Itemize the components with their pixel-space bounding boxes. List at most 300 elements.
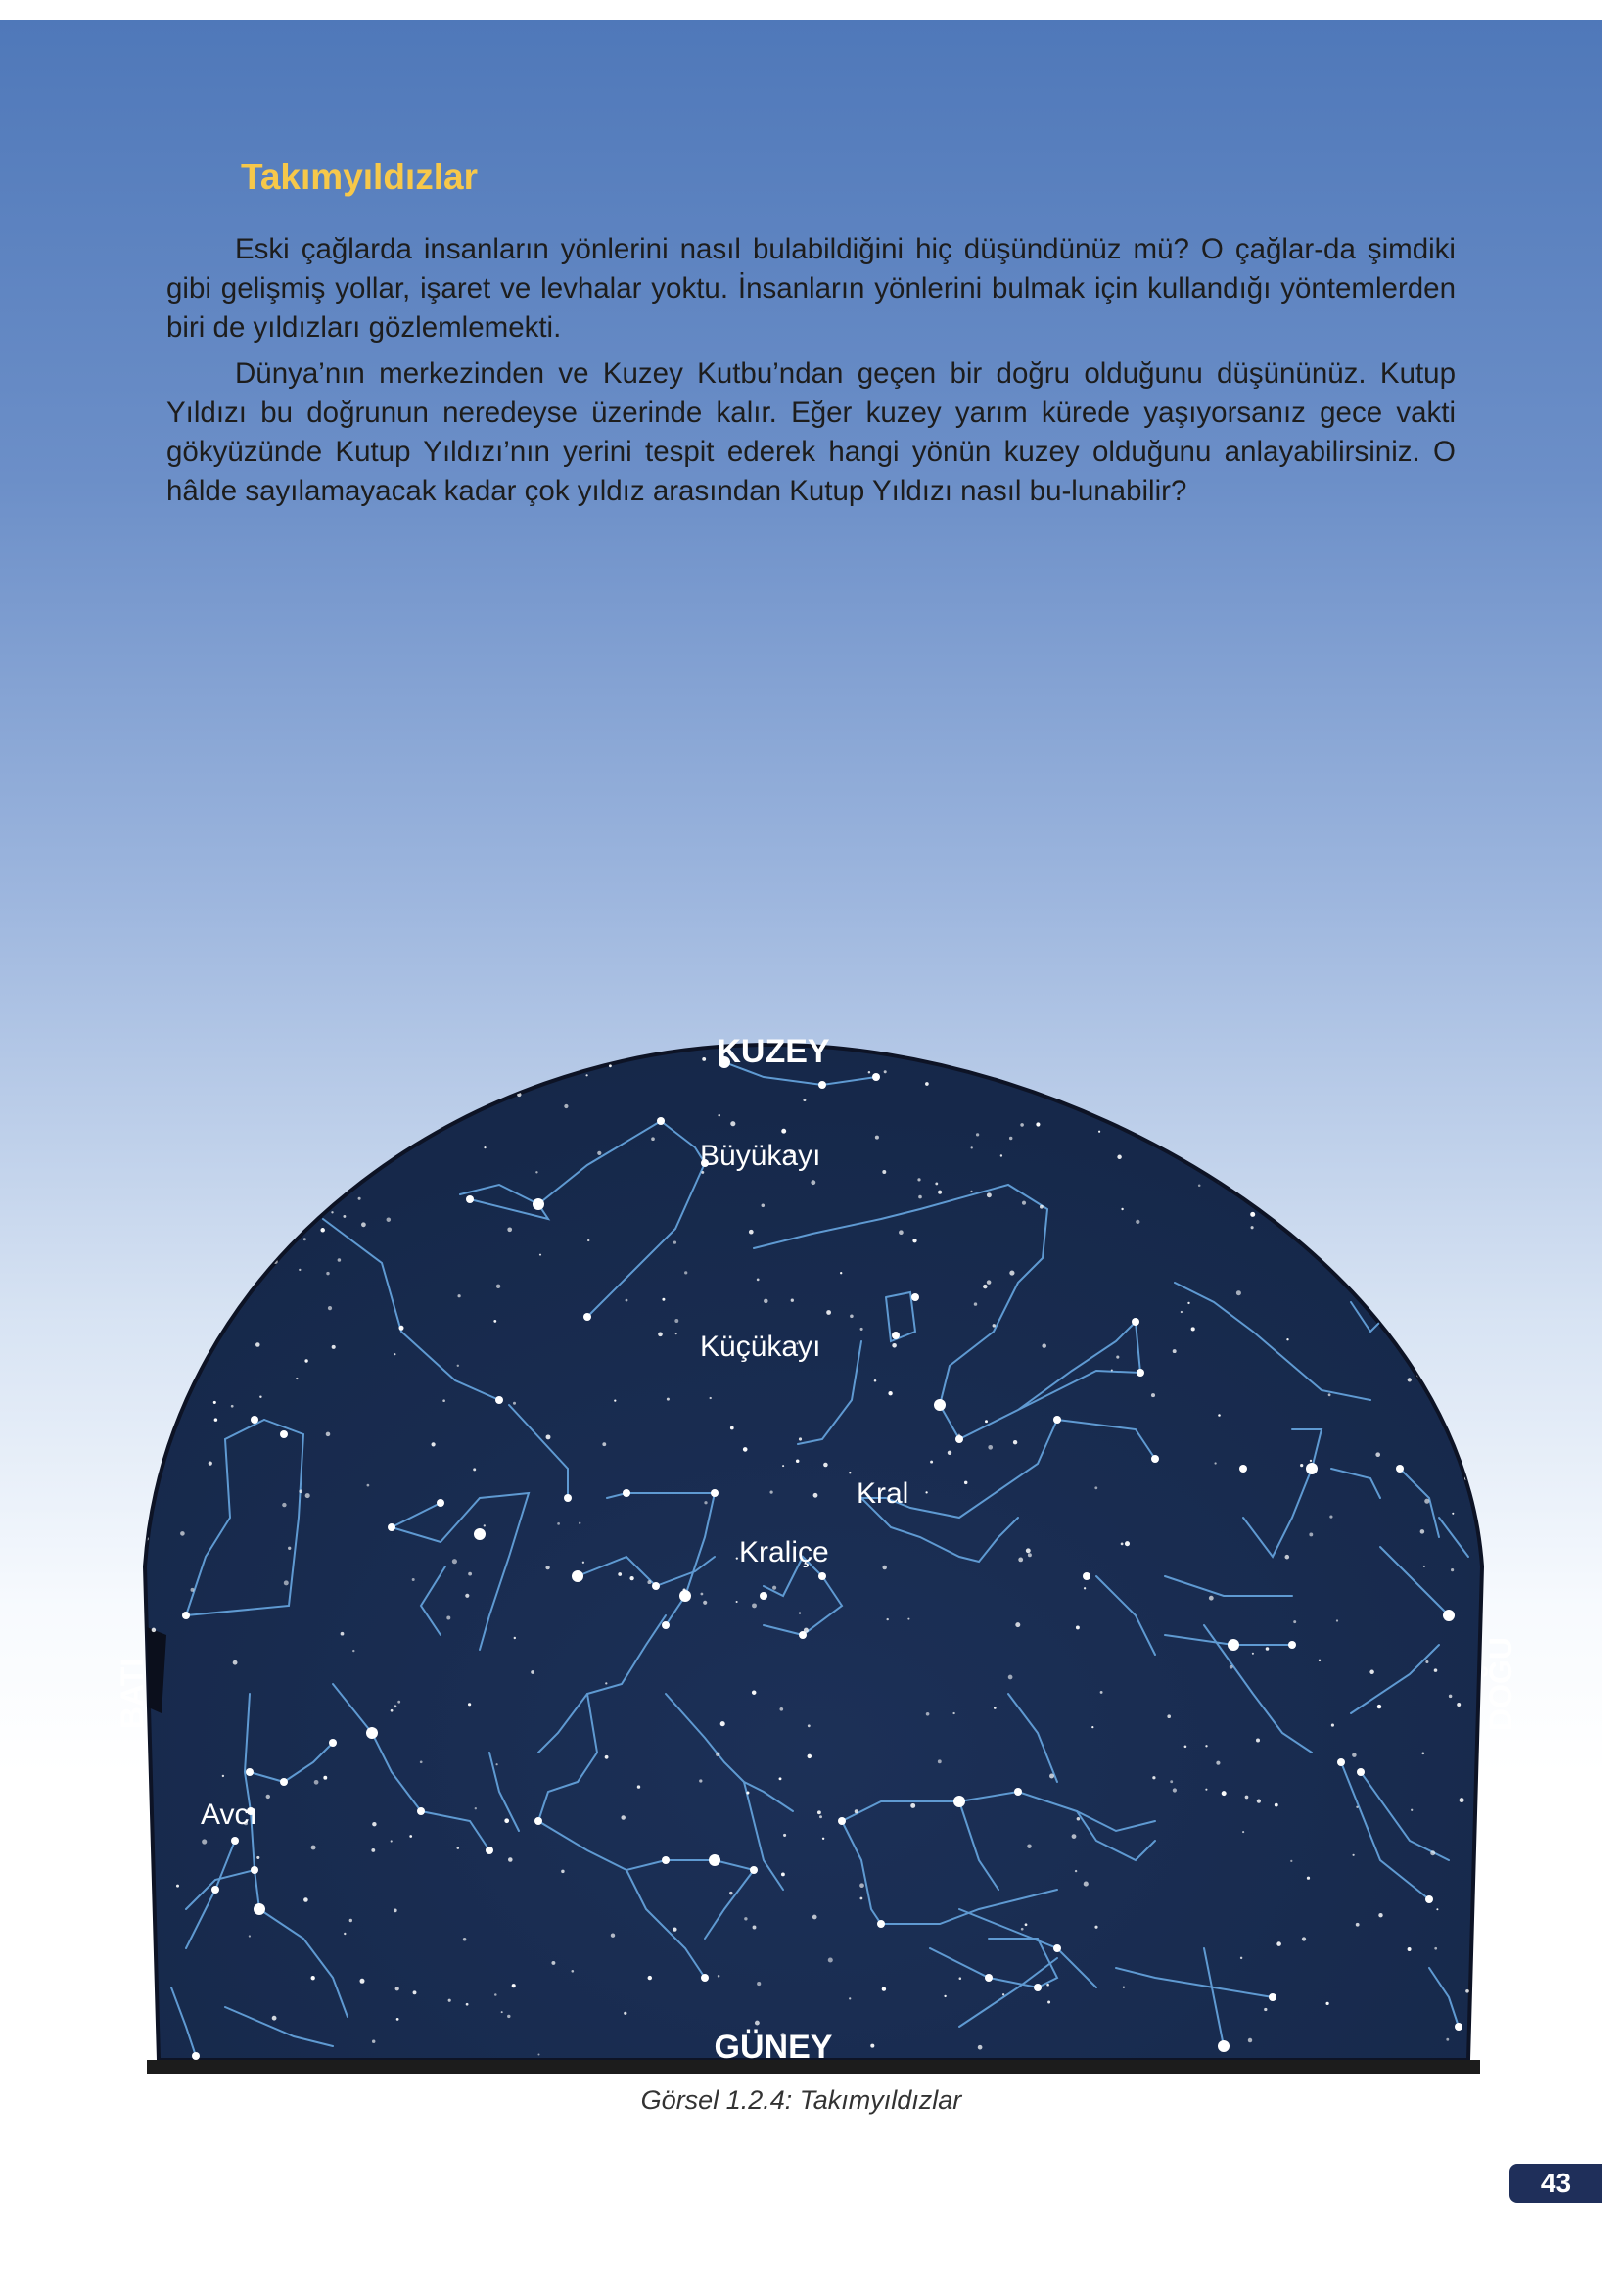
faint-star xyxy=(849,1997,851,1999)
faint-star xyxy=(299,1269,301,1271)
faint-star xyxy=(1018,1557,1023,1562)
faint-star xyxy=(163,1294,165,1296)
faint-star xyxy=(988,1445,993,1450)
faint-star xyxy=(782,1465,784,1467)
faint-star xyxy=(349,1919,352,1922)
faint-star xyxy=(304,1359,307,1362)
star xyxy=(1396,1465,1404,1473)
faint-star xyxy=(1451,1568,1454,1571)
faint-star xyxy=(314,1780,319,1785)
star xyxy=(486,1847,493,1854)
faint-star xyxy=(887,1618,889,1620)
faint-star xyxy=(749,1230,754,1235)
star xyxy=(466,1195,474,1203)
faint-star xyxy=(326,1432,331,1437)
faint-star xyxy=(675,1333,677,1334)
faint-star xyxy=(1440,1334,1442,1336)
faint-star xyxy=(888,1391,892,1395)
faint-star xyxy=(1356,1806,1358,1808)
faint-star xyxy=(1022,1201,1026,1205)
faint-star xyxy=(387,1217,392,1222)
faint-star xyxy=(1443,1226,1445,1228)
faint-star xyxy=(579,1522,580,1524)
faint-star xyxy=(249,1935,251,1937)
star xyxy=(254,1903,265,1915)
faint-star xyxy=(233,1104,236,1107)
faint-star xyxy=(803,1099,806,1101)
star xyxy=(1151,1455,1159,1463)
faint-star xyxy=(1173,1788,1177,1792)
faint-star xyxy=(602,1442,606,1446)
faint-star xyxy=(674,1319,678,1323)
faint-star xyxy=(347,1080,350,1084)
faint-star xyxy=(781,1872,785,1876)
faint-star xyxy=(161,1388,164,1392)
star xyxy=(1053,1944,1061,1952)
faint-star xyxy=(1009,1137,1012,1140)
star xyxy=(1132,1318,1139,1326)
star xyxy=(657,1117,665,1125)
faint-star xyxy=(352,1650,354,1652)
faint-star xyxy=(557,1522,560,1525)
star xyxy=(1288,1641,1296,1649)
faint-star xyxy=(432,1442,436,1446)
star xyxy=(679,1590,691,1602)
star xyxy=(388,1523,395,1531)
faint-star xyxy=(1042,1343,1046,1348)
faint-star xyxy=(561,1870,564,1873)
faint-star xyxy=(265,1120,270,1125)
faint-star xyxy=(1017,1054,1019,1056)
faint-star xyxy=(1319,1660,1321,1661)
faint-star xyxy=(1240,1957,1242,1959)
faint-star xyxy=(448,1999,451,2002)
faint-star xyxy=(1424,1499,1429,1504)
faint-star xyxy=(152,1628,156,1632)
star xyxy=(892,1332,900,1339)
faint-star xyxy=(662,1298,665,1301)
star xyxy=(838,1817,846,1825)
faint-star xyxy=(987,1192,992,1197)
faint-star xyxy=(605,1682,607,1684)
faint-star xyxy=(870,2044,874,2048)
star xyxy=(911,1293,919,1301)
faint-star xyxy=(458,1294,461,1297)
faint-star xyxy=(220,1305,224,1309)
faint-star xyxy=(255,1342,260,1347)
faint-star xyxy=(703,1601,707,1605)
faint-star xyxy=(501,2011,503,2013)
star xyxy=(533,1198,544,1210)
faint-star xyxy=(513,1402,516,1405)
faint-star xyxy=(1170,1780,1173,1783)
faint-star xyxy=(1449,1052,1451,1053)
faint-star xyxy=(186,1270,191,1275)
faint-star xyxy=(828,1957,833,1962)
faint-star xyxy=(1251,1226,1254,1229)
faint-star xyxy=(605,1755,609,1759)
faint-star xyxy=(1329,1076,1332,1079)
faint-star xyxy=(1047,2001,1050,2004)
faint-star xyxy=(935,1182,938,1185)
faint-star xyxy=(494,1993,497,1996)
faint-star xyxy=(974,1302,977,1305)
faint-star xyxy=(323,1058,327,1062)
faint-star xyxy=(1125,1541,1130,1546)
faint-star xyxy=(397,1701,400,1704)
star xyxy=(280,1430,288,1438)
faint-star xyxy=(394,1353,395,1355)
faint-star xyxy=(1468,1076,1473,1081)
faint-star xyxy=(629,1576,633,1580)
faint-star xyxy=(849,1472,851,1473)
faint-star xyxy=(1378,1913,1382,1917)
star xyxy=(211,1886,219,1894)
faint-star xyxy=(1465,1989,1469,1993)
faint-star xyxy=(512,1984,516,1987)
faint-star xyxy=(1091,1726,1093,1728)
faint-star xyxy=(808,1754,812,1759)
faint-star xyxy=(673,1240,676,1243)
faint-star xyxy=(779,1777,782,1780)
svg-text:KUZEY: KUZEY xyxy=(717,1033,830,1070)
faint-star xyxy=(868,1071,870,1073)
faint-star xyxy=(1356,1923,1360,1927)
faint-star xyxy=(637,1785,640,1788)
faint-star xyxy=(476,1533,478,1535)
faint-star xyxy=(546,1434,551,1439)
faint-star xyxy=(926,1712,930,1716)
faint-star xyxy=(783,1834,786,1837)
faint-star xyxy=(684,1271,687,1274)
faint-star xyxy=(752,1690,756,1694)
faint-star xyxy=(1266,1647,1270,1651)
faint-star xyxy=(910,1803,915,1808)
faint-star xyxy=(985,1420,988,1423)
faint-star xyxy=(571,1970,574,1973)
faint-star xyxy=(1408,1947,1412,1951)
star xyxy=(231,1837,239,1845)
faint-star xyxy=(305,1493,310,1498)
faint-star xyxy=(1448,1416,1452,1420)
faint-star xyxy=(944,1995,946,1997)
faint-star xyxy=(769,1490,772,1493)
faint-star xyxy=(1319,1177,1321,1179)
faint-star xyxy=(1230,1665,1233,1669)
faint-star xyxy=(1026,1548,1031,1553)
faint-star xyxy=(1377,1705,1381,1708)
faint-star xyxy=(753,1926,757,1930)
faint-star xyxy=(1028,1553,1032,1557)
star xyxy=(251,1416,258,1424)
faint-star xyxy=(1285,1555,1290,1560)
faint-star xyxy=(409,1835,412,1838)
faint-star xyxy=(1379,1097,1383,1100)
faint-star xyxy=(755,2021,760,2026)
faint-star xyxy=(1121,1543,1124,1546)
faint-star xyxy=(1329,1516,1332,1519)
faint-star xyxy=(1369,1670,1374,1675)
faint-star xyxy=(367,1049,372,1053)
faint-star xyxy=(1250,1212,1255,1217)
star xyxy=(1239,1465,1247,1473)
faint-star xyxy=(1449,1695,1453,1699)
faint-star xyxy=(772,1586,776,1590)
star xyxy=(1455,2023,1462,2031)
faint-star xyxy=(1256,1738,1260,1742)
faint-star xyxy=(370,1084,372,1086)
faint-star xyxy=(1336,1619,1338,1621)
star xyxy=(872,1073,880,1081)
star xyxy=(1425,1895,1433,1903)
star xyxy=(709,1854,720,1866)
faint-star xyxy=(1245,1796,1249,1800)
faint-star xyxy=(496,1763,498,1765)
faint-star xyxy=(1094,1926,1097,1929)
faint-star xyxy=(371,1848,375,1852)
faint-star xyxy=(860,1328,863,1331)
star xyxy=(246,1768,254,1776)
faint-star xyxy=(1434,1203,1438,1207)
star xyxy=(877,1920,885,1928)
faint-star xyxy=(171,1389,173,1391)
faint-star xyxy=(202,1839,207,1844)
faint-star xyxy=(983,1285,987,1288)
faint-star xyxy=(320,1228,325,1233)
faint-star xyxy=(442,1399,445,1402)
faint-star xyxy=(1094,1486,1097,1489)
label-little-bear: Küçükayı xyxy=(700,1331,821,1363)
faint-star xyxy=(508,1857,513,1862)
faint-star xyxy=(859,1883,864,1888)
faint-star xyxy=(446,1616,450,1620)
faint-star xyxy=(493,1320,496,1323)
faint-star xyxy=(1222,1791,1227,1796)
faint-star xyxy=(1430,1850,1435,1855)
faint-star xyxy=(457,1847,460,1849)
svg-text:GÜNEY: GÜNEY xyxy=(714,2029,833,2066)
faint-star xyxy=(1136,1220,1139,1224)
faint-star xyxy=(303,1238,306,1240)
faint-star xyxy=(564,1104,568,1108)
star xyxy=(583,1313,591,1321)
faint-star xyxy=(468,1572,472,1576)
faint-star xyxy=(667,1398,670,1401)
faint-star xyxy=(1076,1625,1080,1629)
faint-star xyxy=(507,2015,510,2018)
faint-star xyxy=(704,1501,707,1504)
faint-star xyxy=(757,1279,760,1282)
star xyxy=(329,1739,337,1747)
faint-star xyxy=(1184,1745,1187,1748)
faint-star xyxy=(1100,1691,1103,1694)
faint-star xyxy=(272,2016,277,2021)
faint-star xyxy=(624,2012,626,2015)
faint-star xyxy=(1013,1440,1017,1444)
faint-star xyxy=(396,2018,399,2021)
paragraph-1: Eski çağlarda insanların yönlerini nasıl bulabildiğini hiç düşündünüz mü? O çağlar-da şimdiki gibi gelişmiş yollar, işaret ve levhalar yoktu. İnsanların yönlerini bulmak için kullandığı yöntemlerden biri de yıldızları gözlemlemekti. xyxy=(166,233,1456,344)
faint-star xyxy=(651,1137,655,1141)
faint-star xyxy=(1151,1393,1155,1397)
star xyxy=(1014,1788,1022,1796)
faint-star xyxy=(1098,1131,1100,1133)
faint-star xyxy=(539,1254,541,1256)
faint-star xyxy=(372,1822,376,1826)
faint-star xyxy=(647,1580,651,1584)
faint-star xyxy=(256,1856,259,1859)
faint-star xyxy=(255,1192,256,1193)
faint-star xyxy=(804,1628,809,1633)
faint-star xyxy=(683,1589,686,1592)
faint-star xyxy=(925,1082,929,1086)
star xyxy=(1034,1984,1042,1991)
faint-star xyxy=(259,1395,261,1397)
faint-star xyxy=(1198,1184,1201,1187)
south-label xyxy=(715,2029,833,2066)
faint-star xyxy=(1457,1380,1462,1385)
faint-star xyxy=(1209,1596,1214,1601)
star xyxy=(985,1974,993,1982)
faint-star xyxy=(611,1934,615,1938)
faint-star xyxy=(736,1557,738,1559)
faint-star xyxy=(1452,1513,1454,1515)
faint-star xyxy=(1307,1877,1310,1880)
faint-star xyxy=(231,1405,234,1408)
faint-star xyxy=(718,1975,720,1978)
faint-star xyxy=(507,1227,512,1232)
faint-star xyxy=(328,1306,332,1310)
faint-star xyxy=(395,1987,399,1990)
faint-star xyxy=(1286,1338,1288,1340)
faint-star xyxy=(1009,1271,1014,1276)
faint-star xyxy=(1084,1587,1086,1589)
faint-star xyxy=(811,1180,815,1185)
faint-star xyxy=(463,1938,467,1941)
star xyxy=(760,1592,767,1600)
faint-star xyxy=(918,1195,922,1199)
faint-star xyxy=(736,1601,738,1603)
faint-star xyxy=(850,1315,854,1319)
section-heading: Takımyıldızlar xyxy=(241,157,478,197)
faint-star xyxy=(1367,1075,1369,1078)
faint-star xyxy=(197,1239,202,1244)
faint-star xyxy=(609,1064,612,1067)
faint-star xyxy=(163,1076,166,1079)
star xyxy=(934,1399,946,1411)
star xyxy=(1337,1758,1345,1766)
faint-star xyxy=(311,1846,316,1850)
faint-star xyxy=(993,1324,996,1327)
west-label xyxy=(115,1659,150,1729)
star xyxy=(366,1727,378,1739)
faint-star xyxy=(860,1897,863,1900)
star xyxy=(818,1081,826,1089)
faint-star xyxy=(150,2033,154,2036)
label-great-bear: Büyükayı xyxy=(700,1140,821,1172)
faint-star xyxy=(597,1151,601,1155)
faint-star xyxy=(391,1709,394,1712)
faint-star xyxy=(1434,1947,1437,1950)
faint-star xyxy=(222,1248,224,1250)
faint-star xyxy=(1420,1529,1425,1534)
faint-star xyxy=(180,1531,185,1536)
star xyxy=(711,1489,719,1497)
faint-star xyxy=(468,1703,471,1706)
faint-star xyxy=(299,1489,302,1493)
faint-star xyxy=(587,1239,589,1241)
label-hunter: Avcı xyxy=(201,1799,257,1831)
faint-star xyxy=(1440,1378,1442,1379)
faint-star xyxy=(1020,1123,1024,1127)
faint-star xyxy=(614,1399,616,1401)
star xyxy=(623,1489,630,1497)
star xyxy=(1228,1639,1239,1651)
faint-star xyxy=(779,1707,783,1711)
faint-star xyxy=(952,1712,954,1714)
faint-star xyxy=(452,1559,457,1564)
faint-star xyxy=(762,1204,766,1208)
faint-star xyxy=(799,1437,802,1440)
faint-star xyxy=(394,1909,397,1913)
faint-star xyxy=(496,1285,500,1288)
faint-star xyxy=(311,1976,315,1980)
faint-star xyxy=(1072,1834,1077,1839)
faint-star xyxy=(912,1239,916,1242)
faint-star xyxy=(976,1133,979,1136)
faint-star xyxy=(323,1776,327,1780)
svg-text:BATI: BATI xyxy=(115,1658,150,1730)
star xyxy=(280,1778,288,1786)
faint-star xyxy=(1439,1129,1444,1134)
east-label xyxy=(1483,1637,1518,1731)
faint-star xyxy=(958,1434,960,1436)
faint-star xyxy=(178,1392,182,1396)
faint-star xyxy=(1375,1452,1380,1457)
star xyxy=(572,1570,583,1582)
faint-star xyxy=(1199,1071,1203,1075)
faint-star xyxy=(1257,1800,1261,1803)
faint-star xyxy=(413,1990,417,1994)
faint-star xyxy=(412,1578,415,1581)
star xyxy=(1053,1416,1061,1424)
faint-star xyxy=(1411,1809,1413,1811)
star xyxy=(534,1817,542,1825)
faint-star xyxy=(282,1503,286,1507)
faint-star xyxy=(1276,1941,1281,1946)
faint-star xyxy=(504,1818,509,1823)
faint-star xyxy=(372,2039,375,2042)
faint-star xyxy=(247,1157,250,1160)
star xyxy=(750,1866,758,1874)
faint-star xyxy=(361,1222,366,1227)
faint-star xyxy=(1191,1327,1195,1331)
faint-star xyxy=(1008,1675,1013,1680)
faint-star xyxy=(1214,1462,1216,1464)
faint-star xyxy=(892,1343,897,1348)
faint-star xyxy=(1353,1244,1358,1249)
faint-star xyxy=(415,1121,420,1126)
faint-star xyxy=(948,1451,951,1455)
faint-star xyxy=(673,1927,676,1931)
faint-star xyxy=(1324,1094,1328,1098)
faint-star xyxy=(1302,1937,1306,1940)
faint-star xyxy=(1027,1844,1031,1847)
faint-star xyxy=(930,1461,933,1464)
faint-star xyxy=(1031,1049,1035,1052)
faint-star xyxy=(1116,1356,1119,1359)
star xyxy=(1443,1610,1455,1621)
faint-star xyxy=(394,1705,397,1707)
